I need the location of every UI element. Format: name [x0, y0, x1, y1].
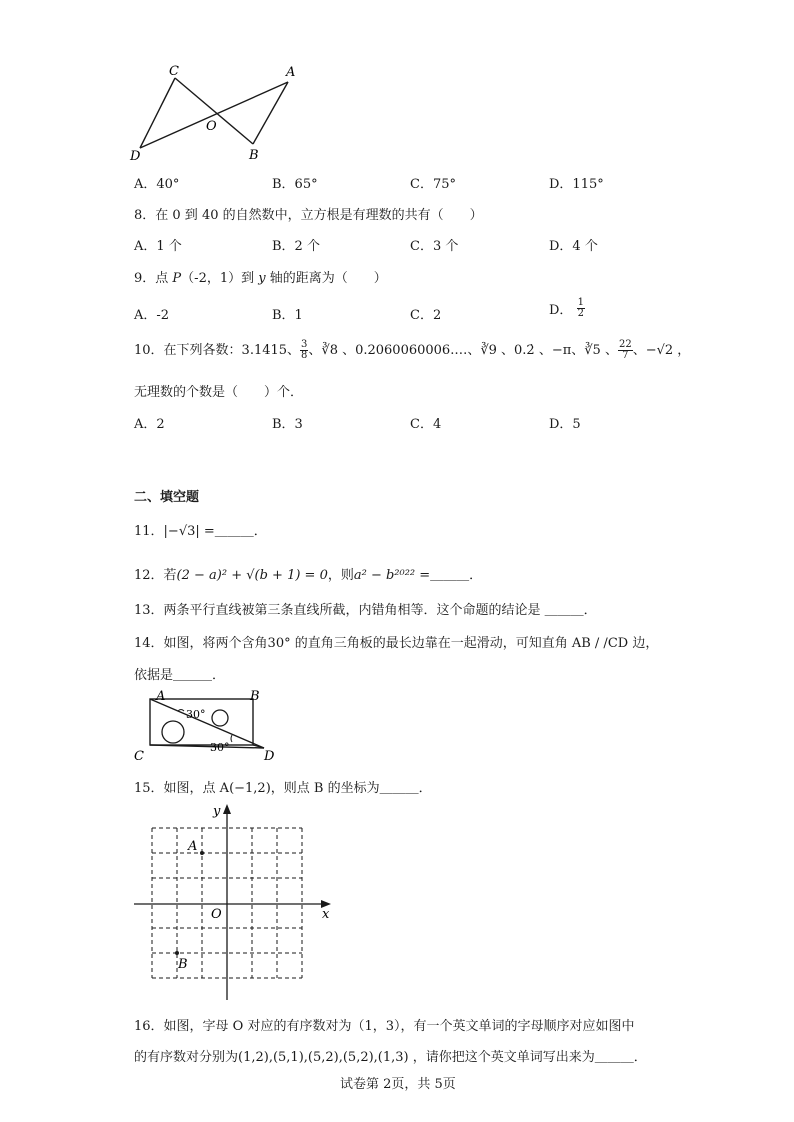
fraction-numerator: 1	[577, 297, 584, 308]
label-O: O	[211, 907, 222, 922]
q12-expression: a² − b²⁰²² =	[353, 568, 431, 583]
section-title: 二、填空题	[134, 490, 200, 505]
fraction-denominator: 7	[622, 350, 629, 361]
segment-CD	[140, 78, 175, 148]
q12-stem	[134, 564, 482, 583]
q9-stem-mid: （-2，1）到	[181, 271, 255, 286]
q12-equation: (2 − a)² + √(b + 1) = 0	[176, 568, 328, 583]
q7-option-b[interactable]: B．65°	[272, 177, 318, 192]
angle-arc-bottom	[231, 735, 232, 742]
q14-figure	[128, 690, 278, 762]
q10-stem-line2: 无理数的个数是（ ）个．	[134, 385, 304, 400]
q9-stem	[134, 267, 387, 286]
q10-tail: 、−√2 ，	[632, 343, 691, 358]
q8-option-c[interactable]: C．3 个	[410, 239, 459, 254]
q9-option-d[interactable]	[549, 298, 585, 319]
q8-stem: 8．在 0 到 40 的自然数中，立方根是有理数的共有（ ）	[134, 208, 483, 223]
q10-stem-prefix: 10．在下列各数：3.1415、	[134, 343, 301, 358]
q16-stem-line1: 16．如图，字母 O 对应的有序数对为（1，3），有一个英文单词的字母顺序对应如图中	[134, 1019, 635, 1034]
q7-option-c[interactable]: C．75°	[410, 177, 456, 192]
point-A	[200, 851, 204, 855]
q10-option-d[interactable]: D．5	[549, 417, 581, 432]
label-O: O	[206, 119, 217, 134]
q11-stem: 11．|−√3| =＿＿＿．	[134, 524, 267, 539]
q10-stem	[134, 340, 690, 362]
circle-small	[212, 710, 228, 726]
q15-coordinate-grid	[128, 800, 343, 1005]
label-A: A	[286, 65, 296, 80]
q10-option-c[interactable]: C．4	[410, 417, 442, 432]
segment-CB	[175, 78, 253, 144]
q9-option-a[interactable]: A．-2	[134, 308, 170, 323]
label-C: C	[134, 749, 144, 762]
q9-stem-suffix: 轴的距离为（ ）	[269, 271, 387, 286]
circle-large	[162, 721, 184, 743]
q10-items: 、∛8 、0.2060060006.…、∛9 、0.2̇ 、−π、∛5 、	[308, 343, 618, 358]
label-D: D	[264, 749, 275, 762]
page-footer: 试卷第 2页，共 5页	[340, 1077, 456, 1092]
q7-figure	[125, 60, 310, 165]
q9-stem-prefix: 9．点	[134, 271, 169, 286]
segment-AB	[253, 82, 288, 144]
q9-point: P	[172, 271, 182, 286]
q15-stem: 15．如图，点 A(−1,2)，则点 B 的坐标为＿＿＿．	[134, 781, 432, 796]
label-B: B	[178, 957, 188, 972]
angle-label-top: 30°	[186, 708, 206, 721]
q8-option-d[interactable]: D．4 个	[549, 239, 598, 254]
q10-fraction-2	[618, 340, 633, 361]
q7-option-d[interactable]: D．115°	[549, 177, 604, 192]
label-B: B	[250, 690, 260, 704]
q9-axis: y	[258, 271, 266, 286]
q16-stem-line2: 的有序数对分别为(1,2),(5,1),(5,2),(5,2),(1,3) ，请你把这个英文单词写出来为＿＿＿．	[134, 1050, 647, 1065]
label-B: B	[249, 148, 259, 163]
label-y: y	[213, 804, 221, 819]
label-C: C	[169, 64, 179, 79]
q9-option-b[interactable]: B．1	[272, 308, 303, 323]
fraction-denominator: 2	[577, 308, 584, 319]
q12-prefix: 12．若	[134, 568, 177, 583]
angle-arc-top	[178, 710, 184, 712]
q14-stem-line2: 依据是＿＿＿．	[134, 668, 226, 683]
q9-option-d-label: D．	[549, 303, 573, 318]
fraction-numerator: 3	[301, 339, 308, 350]
q7-option-a[interactable]: A．40°	[134, 177, 180, 192]
label-A: A	[188, 839, 198, 854]
q10-option-a[interactable]: A．2	[134, 417, 165, 432]
q12-answer-blank[interactable]: ＿＿＿．	[430, 568, 483, 583]
q14-stem-line1: 14．如图，将两个含角30° 的直角三角板的最长边靠在一起滑动，可知直角 AB / /CD 边，	[134, 636, 659, 651]
label-x: x	[322, 907, 330, 922]
q8-option-a[interactable]: A．1 个	[134, 239, 182, 254]
q10-option-b[interactable]: B．3	[272, 417, 303, 432]
q12-mid: ，则	[327, 568, 354, 583]
label-A: A	[156, 690, 166, 704]
q9-option-d-fraction	[577, 298, 585, 319]
fraction-denominator: 8	[301, 350, 308, 361]
label-D: D	[130, 149, 141, 164]
segment-DA	[140, 82, 288, 148]
fraction-numerator: 22	[618, 339, 632, 350]
y-axis-arrow-icon	[223, 804, 231, 814]
q13-stem: 13．两条平行直线被第三条直线所截，内错角相等．这个命题的结论是 ＿＿＿．	[134, 603, 597, 618]
q9-option-c[interactable]: C．2	[410, 308, 442, 323]
q8-option-b[interactable]: B．2 个	[272, 239, 320, 254]
angle-label-bottom: 30°	[210, 741, 230, 754]
point-B	[175, 951, 179, 955]
